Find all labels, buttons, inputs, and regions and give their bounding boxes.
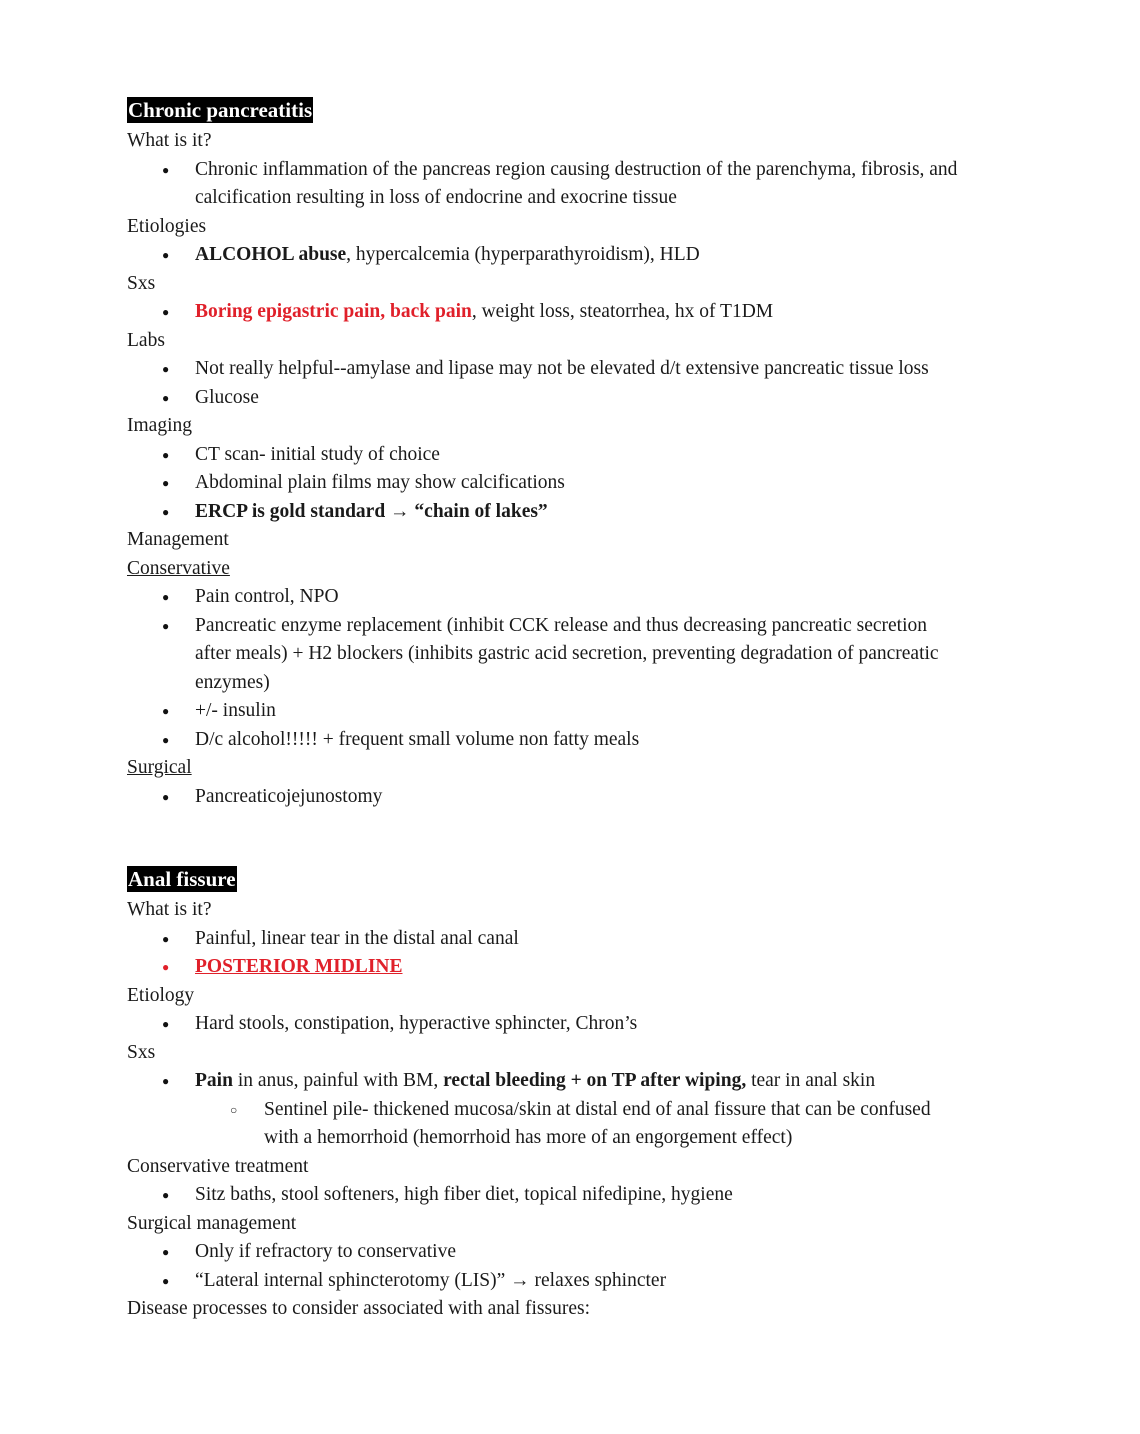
labs-label: Labs [127, 329, 165, 351]
list-item-highlighted [127, 498, 1027, 527]
list-item: ● Pancreatic enzyme replacement (inhibit CCK release and thus decreasing pancreatic secretion [127, 612, 1027, 641]
text: , hypercalcemia (hyperparathyroidism), HLD [346, 244, 700, 265]
list-item [127, 953, 1027, 982]
list-item-continuation: after meals) + H2 blockers (inhibits gastric acid secretion, preventing degradation of pancreatic [195, 643, 939, 664]
sub-list-item-continuation: with a hemorrhoid (hemorrhoid has more of an engorgement effect) [264, 1127, 793, 1148]
sub-list-item: ○ Sentinel pile- thickened mucosa/skin at distal end of anal fissure that can be confused [127, 1096, 1027, 1125]
list-item: ● +/- insulin [127, 697, 1027, 726]
text: tear in anal skin [746, 1070, 876, 1091]
sxs-label: Sxs [127, 1041, 156, 1063]
sxs-label: Sxs [127, 272, 156, 294]
list-item: ● Pancreaticojejunostomy [127, 783, 1027, 812]
list-item: ● CT scan- initial study of choice [127, 441, 1027, 470]
list-item: ● “Lateral internal sphincterotomy (LIS)” → relaxes sphincter [127, 1267, 1027, 1296]
conservative-label: Conservative [127, 557, 230, 579]
highlighted-bold-text: ERCP is gold standard → “chain of lakes” [195, 500, 548, 522]
conservative-treatment-label: Conservative treatment [127, 1155, 309, 1177]
management-label: Management [127, 529, 229, 550]
section-title-anal-fissure: Anal fissure [128, 867, 236, 891]
text: , weight loss, steatorrhea, hx of T1DM [471, 301, 774, 322]
etiology-label: Etiology [127, 984, 195, 1006]
bold-text: rectal bleeding + on TP after wiping, [443, 1070, 747, 1091]
list-item [127, 241, 1027, 270]
surgical-management-label: Surgical management [127, 1212, 297, 1234]
bold-text: ALCOHOL abuse [195, 244, 347, 265]
what-is-it-label: What is it? [127, 899, 212, 920]
section-title-chronic-pancreatitis: Chronic pancreatitis [128, 98, 313, 122]
list-item: ● Hard stools, constipation, hyperactive sphincter, Chron’s [127, 1010, 1027, 1039]
list-item: ● Only if refractory to conservative [127, 1238, 1027, 1267]
imaging-label: Imaging [127, 415, 192, 436]
section-heading [127, 866, 1027, 896]
bold-text: Pain [195, 1070, 233, 1091]
list-item: ● D/c alcohol!!!!! + frequent small volume non fatty meals [127, 726, 1027, 755]
what-is-it-label: What is it? [127, 130, 212, 151]
list-item [127, 298, 1027, 327]
list-item [127, 1067, 1027, 1096]
list-item: ● Pain control, NPO [127, 583, 1027, 612]
list-item: ● Not really helpful--amylase and lipase may not be elevated d/t extensive pancreatic tissue loss [127, 355, 1027, 384]
surgical-label: Surgical [127, 757, 192, 778]
list-item: ● Sitz baths, stool softeners, high fiber diet, topical nifedipine, hygiene [127, 1181, 1027, 1210]
document-page [127, 97, 1027, 1324]
list-item-continuation: calcification resulting in loss of endocrine and exocrine tissue [195, 187, 677, 208]
disease-processes-label: Disease processes to consider associated with anal fissures: [127, 1298, 590, 1319]
list-item-continuation: enzymes) [195, 671, 270, 693]
section-heading [127, 97, 1027, 127]
text: in anus, painful with BM, [232, 1070, 444, 1091]
red-bold-text: Boring epigastric pain, back pain [195, 301, 472, 322]
list-item: ● Abdominal plain films may show calcifications [127, 469, 1027, 498]
list-item: ● Painful, linear tear in the distal anal canal [127, 925, 1027, 954]
etiologies-label: Etiologies [127, 215, 207, 237]
list-item: ● Glucose [127, 384, 1027, 413]
list-item: ● Chronic inflammation of the pancreas region causing destruction of the parenchyma, fibrosis, and [127, 156, 1027, 185]
red-underlined-text: POSTERIOR MIDLINE [195, 956, 403, 977]
section-spacer [127, 811, 1027, 866]
